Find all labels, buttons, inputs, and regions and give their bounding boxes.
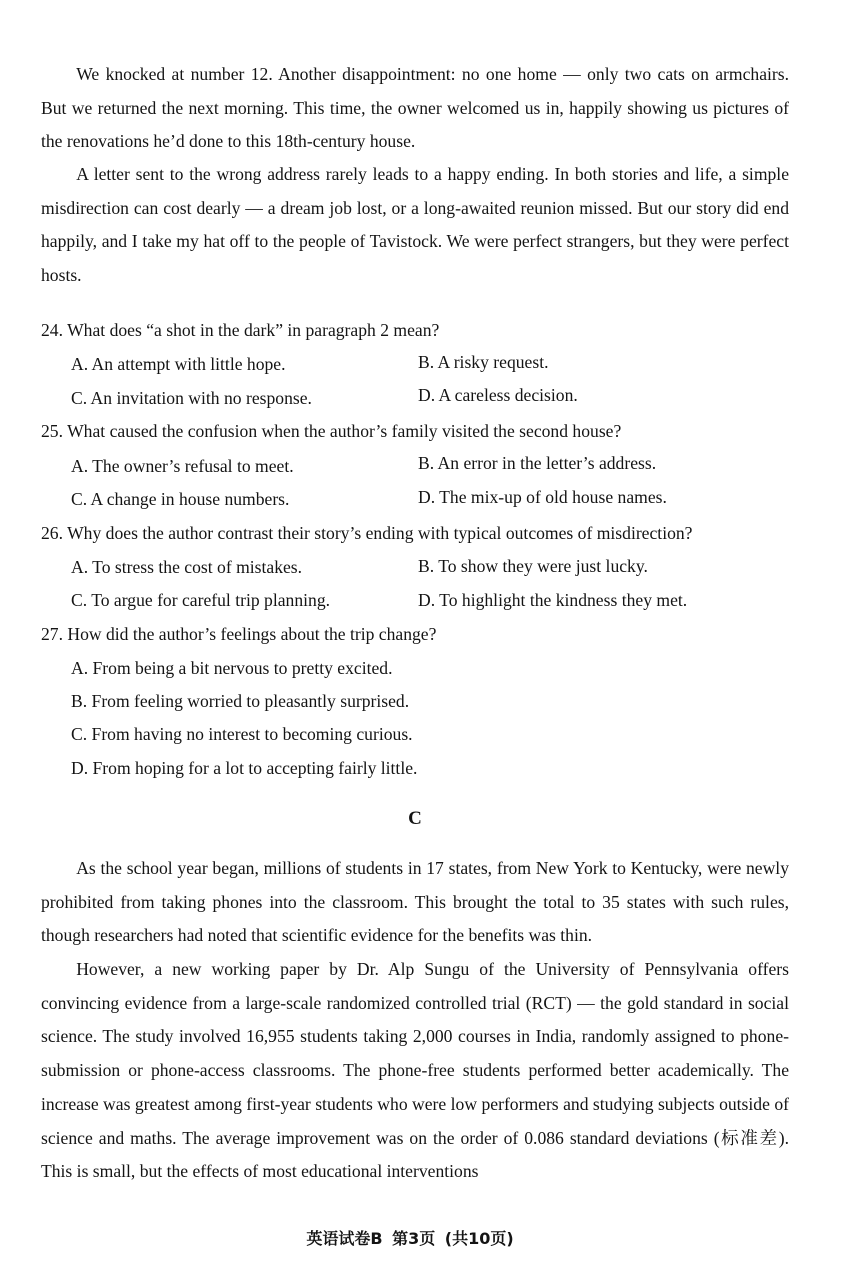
question-25-option-b: B. An error in the letter’s address. [418, 453, 657, 473]
question-24-option-a: A. An attempt with little hope. [71, 354, 286, 374]
passage-paragraph: As the school year began, millions of students in 17 states, from New York to Kentucky, were newly prohibited from taking phones into the classroom. This brought the total to 35 states with such rules, though researchers had noted that scientific evidence for the benefits was thin. [41, 858, 789, 946]
question-27-option-c: C. From having no interest to becoming curious. [71, 724, 413, 744]
question-24-option-d: D. A careless decision. [418, 385, 578, 405]
question-26-option-c: C. To argue for careful trip planning. [71, 590, 331, 610]
question-25-option-c: C. A change in house numbers. [71, 489, 290, 509]
passage-paragraph: However, a new working paper by Dr. Alp Sungu of the University of Pennsylvania offers convincing evidence from a large-scale randomized controlled trial (RCT) — the gold standard in social science. The study involved 16,955 students taking 2,000 courses in India, randomly assigned to phone-submission or phone-access classrooms. The phone-free students performed better academically. The increase was greatest among first-year students who were low performers and studying subjects outside of science and maths. The average improvement was on the order of 0.086 standard deviations (标准差). This is small, but the effects of most educational interventions [41, 959, 789, 1182]
question-24-stem: 24. What does “a shot in the dark” in paragraph 2 mean? [41, 320, 440, 340]
question-26-option-b: B. To show they were just lucky. [418, 556, 648, 576]
question-25-stem: 25. What caused the confusion when the author’s family visited the second house? [41, 421, 622, 441]
passage-paragraph: We knocked at number 12. Another disappointment: no one home — only two cats on armchairs. But we returned the next morning. This time, the owner welcomed us in, happily showing us pictures of the renovations he’d done to this 18th-century house. [41, 64, 789, 152]
passage-paragraph: A letter sent to the wrong address rarely leads to a happy ending. In both stories and life, a simple misdirection can cost dearly — a dream job lost, or a long-awaited reunion missed. But our story did end happily, and I take my hat off to the people of Tavistock. We were perfect strangers, but they were perfect hosts. [41, 164, 789, 286]
question-24-option-c: C. An invitation with no response. [71, 388, 312, 408]
question-27-stem: 27. How did the author’s feelings about the trip change? [41, 624, 437, 644]
question-24-option-b: B. A risky request. [418, 352, 549, 372]
question-27-option-a: A. From being a bit nervous to pretty excited. [71, 658, 393, 678]
page-footer: 英语试卷B 第3页 (共10页) [306, 1229, 514, 1248]
question-26-stem: 26. Why does the author contrast their story’s ending with typical outcomes of misdirection? [41, 523, 693, 543]
section-heading: C [408, 808, 422, 829]
question-27-option-b: B. From feeling worried to pleasantly surprised. [71, 691, 410, 711]
question-26-option-d: D. To highlight the kindness they met. [418, 590, 688, 610]
question-26-option-a: A. To stress the cost of mistakes. [71, 557, 303, 577]
question-25-option-a: A. The owner’s refusal to meet. [71, 456, 294, 476]
question-27-option-d: D. From hoping for a lot to accepting fairly little. [71, 758, 418, 778]
question-25-option-d: D. The mix-up of old house names. [418, 487, 667, 507]
